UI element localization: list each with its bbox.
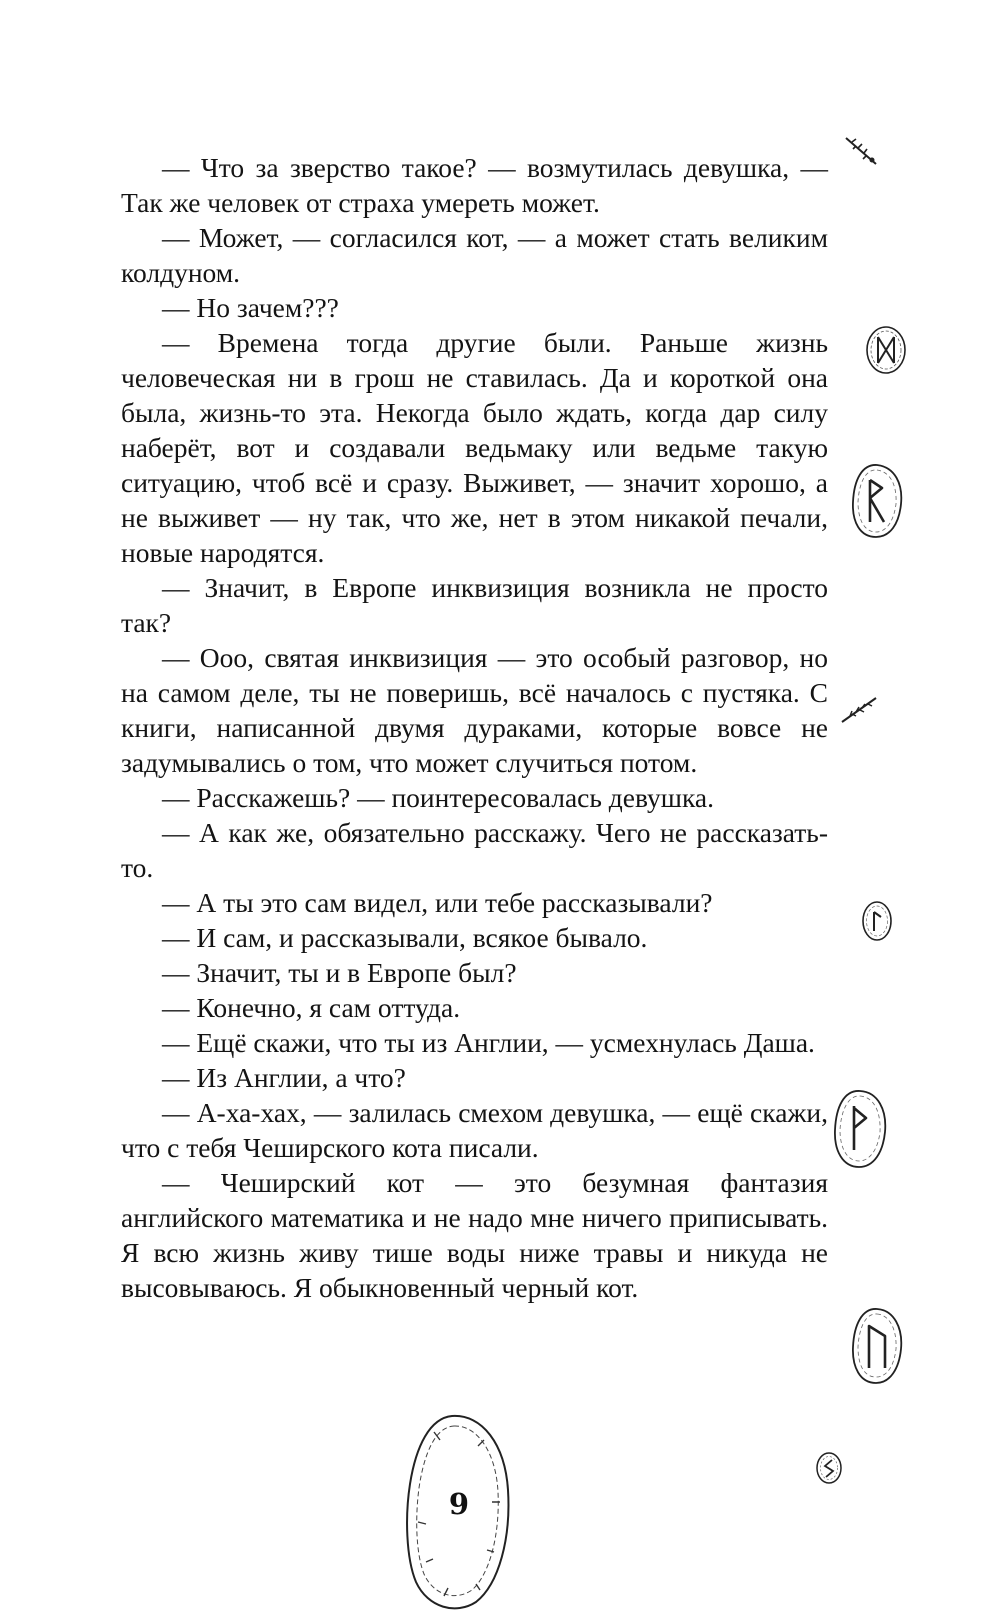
paragraph: — Значит, в Европе инквизиция возникла не просто так?	[121, 572, 828, 638]
uruz-rune-icon	[848, 1306, 906, 1386]
paragraph: — Что за зверство такое? — возмутилась девушка, — Так же человек от страха умереть может.	[121, 152, 828, 218]
twig-icon	[838, 692, 882, 728]
paragraph: — Конечно, я сам оттуда.	[162, 992, 461, 1023]
wunjo-rune-icon	[830, 1088, 890, 1170]
page-number: 9	[448, 1487, 470, 1521]
paragraph: — И сам, и рассказывали, всякое бывало.	[162, 922, 648, 953]
paragraph: — А-ха-хах, — залилась смехом девушка, — ещё скажи, что с тебя Чеширского кота писали.	[121, 1097, 828, 1163]
paragraph: — А ты это сам видел, или тебе рассказывали?	[162, 887, 713, 918]
paragraph: — Расскажешь? — поинтересовалась девушка.	[162, 782, 714, 813]
paragraph: — Но зачем???	[162, 292, 339, 323]
paragraph: — Может, — согласился кот, — а может стать великим колдуном.	[121, 222, 828, 288]
page-text	[121, 150, 828, 1305]
twig-icon	[842, 132, 882, 172]
paragraph: — Ещё скажи, что ты из Англии, — усмехнулась Даша.	[162, 1027, 815, 1058]
paragraph: — Значит, ты и в Европе был?	[162, 957, 517, 988]
paragraph: — Ооо, святая инквизиция — это особый разговор, но на самом деле, ты не поверишь, всё началось с пустяка. С книги, написанной двумя дураками, которые вовсе не задумывались о том, что может случиться потом.	[121, 642, 828, 778]
paragraph: — Чеширский кот — это безумная фантазия английского математика и не надо мне ничего приписывать. Я всю жизнь живу тише воды ниже травы и никуда не высовываюсь. Я обыкновенный черный кот.	[121, 1167, 828, 1303]
paragraph: — А как же, обязательно расскажу. Чего не рассказать-то.	[121, 817, 828, 883]
kaunan-rune-icon	[860, 898, 894, 944]
paragraph: — Времена тогда другие были. Раньше жизнь человеческая ни в грош не ставилась. Да и короткой она была, жизнь-то эта. Некогда было ждать, когда дар силу наберёт, вот и создавали ведьмаку или ведьме такую ситуацию, чтоб всё и сразу. Выживет, — значит хорошо, а не выживет — ну так, что же, нет в этом никакой печали, новые народятся.	[121, 327, 828, 568]
page-number-stone	[404, 1412, 514, 1610]
paragraph: — Из Англии, а что?	[162, 1062, 406, 1093]
dagaz-rune-icon	[864, 324, 908, 376]
sowilo-rune-icon	[814, 1450, 844, 1486]
raidho-rune-icon	[848, 462, 906, 540]
